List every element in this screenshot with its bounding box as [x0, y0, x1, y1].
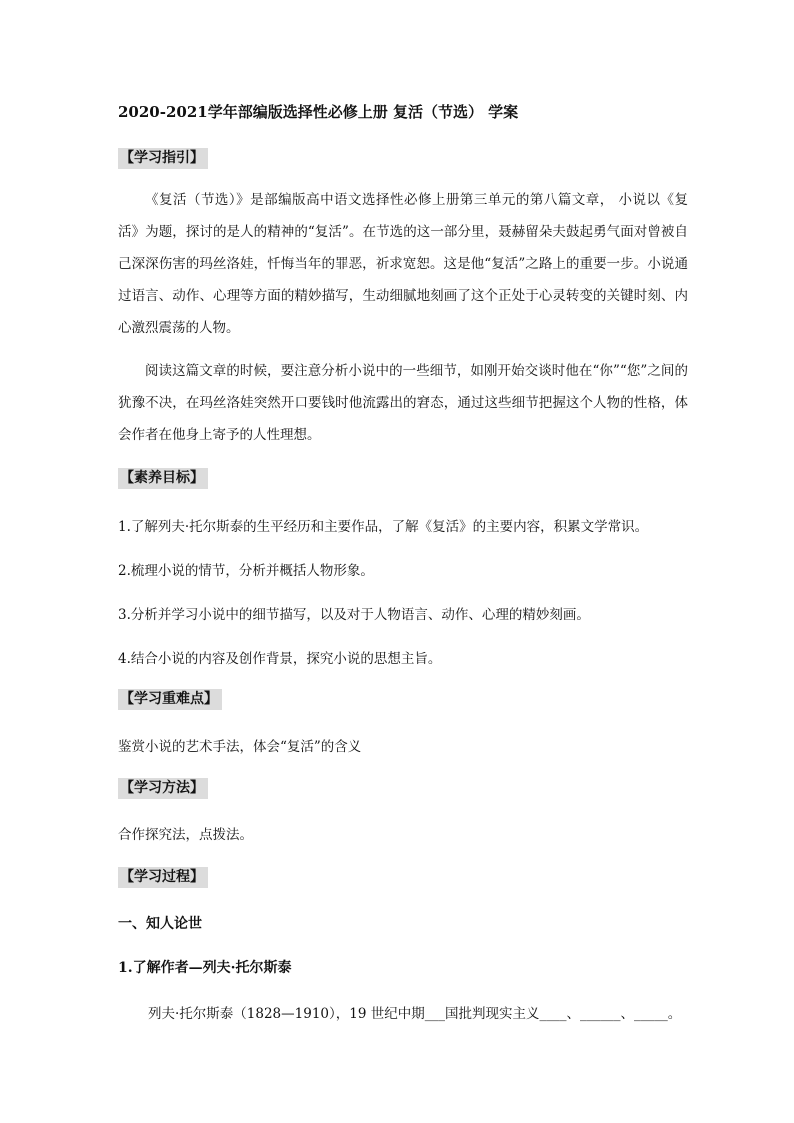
method-text: 合作探究法，点拨法。 [118, 827, 253, 843]
goal-item-3: 3.分析并学习小说中的细节描写，以及对于人物语言、动作、心理的精妙刻画。 [118, 607, 590, 623]
goal-item-2: 2.梳理小说的情节，分析并概括人物形象。 [118, 563, 374, 579]
item1-heading: 1.了解作者—列夫·托尔斯泰 [118, 960, 292, 976]
goal-item-1: 1.了解列夫·托尔斯泰的生平经历和主要作品，了解《复活》的主要内容，积累文学常识。 [118, 519, 649, 535]
item1-text: 列夫·托尔斯泰（1828—1910），19 世纪中期___国批判现实主义____、______、_____。 [148, 1006, 682, 1022]
section-heading-method: 【学习方法】 [118, 778, 208, 799]
part1-heading: 一、知人论世 [118, 916, 202, 932]
goal-item-4: 4.结合小说的内容及创作背景，探究小说的思想主旨。 [118, 651, 442, 667]
keypoints-text: 鉴赏小说的艺术手法，体会“复活”的含义 [118, 739, 362, 755]
guide-paragraph-2: 阅读这篇文章的时候，要注意分析小说中的一些细节，如刚开始交谈时他在“你”“您”之间的犹豫不决，在玛丝洛娃突然开口要钱时他流露出的窘态，通过这些细节把握这个人物的性格，体会作者在他身上寄予的人性理想。 [118, 363, 688, 443]
section-heading-keypoints: 【学习重难点】 [118, 689, 222, 710]
section-heading-guide: 【学习指引】 [118, 148, 208, 169]
document-title: 2020-2021学年部编版选择性必修上册 复活（节选） 学案 [118, 103, 519, 121]
guide-paragraph-1: 《复活（节选）》是部编版高中语文选择性必修上册第三单元的第八篇文章， 小说以《复活》为题，探讨的是人的精神的“复活”。在节选的这一部分里，聂赫留朵夫鼓起勇气面对曾被自己深深伤害的玛丝洛娃，忏悔当年的罪恶，祈求宽恕。这是他“复活”之路上的重要一步。小说通过语言、动作、心理等方面的精妙描写，生动细腻地刻画了这个正处于心灵转变的关键时刻、内心激烈震荡的人物。 [118, 192, 688, 336]
section-heading-process: 【学习过程】 [118, 867, 208, 888]
section-heading-goals: 【素养目标】 [118, 468, 208, 489]
